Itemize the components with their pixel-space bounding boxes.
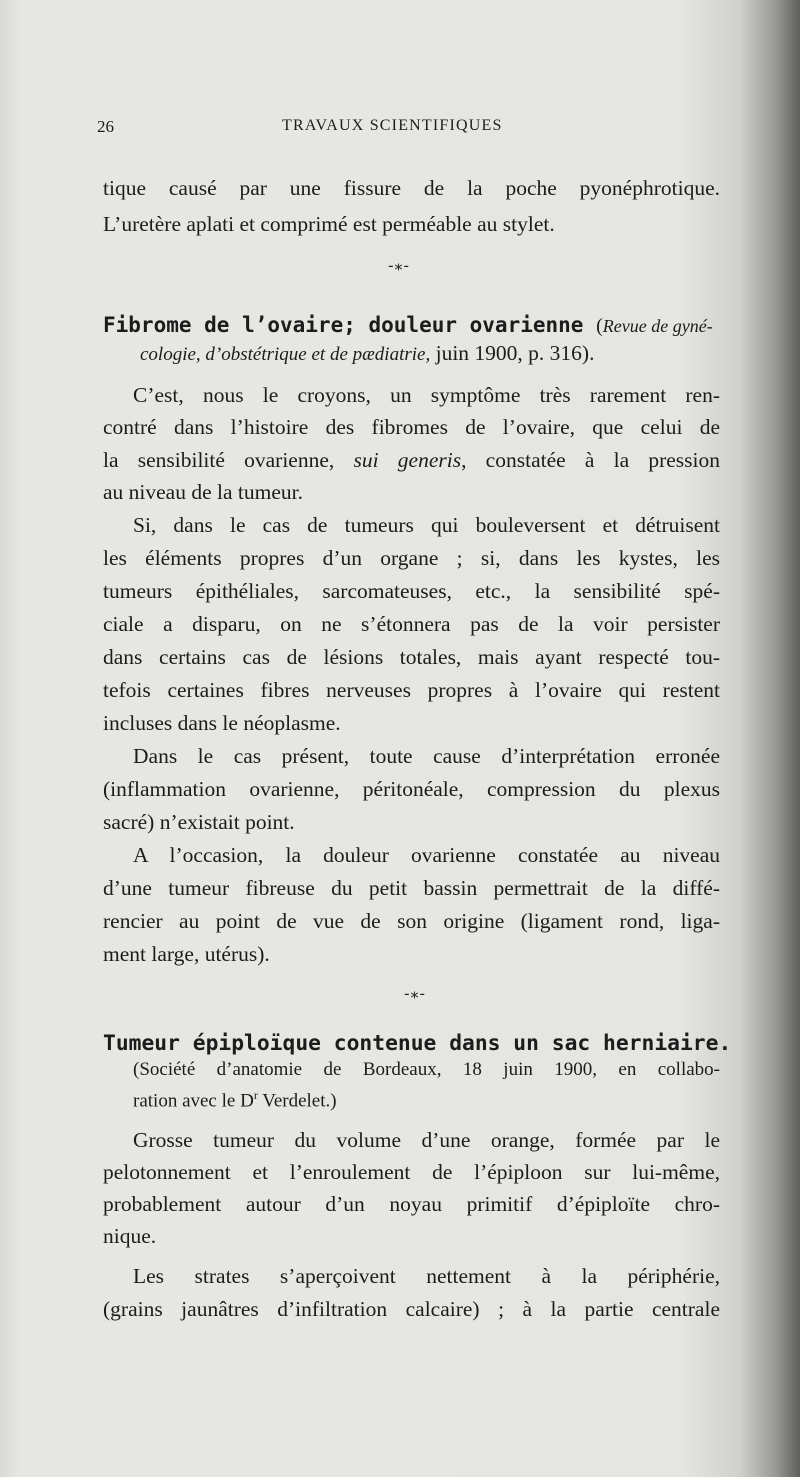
paragraph-line: au niveau de la tumeur. (103, 480, 303, 504)
running-head (0, 117, 800, 141)
paragraph-line: (inflammation ovarienne, péritonéale, compression du plexus (103, 777, 720, 801)
paragraph-line: ment large, utérus). (103, 942, 270, 966)
paragraph-line: tefois certaines fibres nerveuses propres à l’ovaire qui restent (103, 678, 720, 702)
paragraph-line: la sensibilité ovarienne, sui generis, constatée à la pression (103, 448, 721, 472)
paragraph-line: Si, dans le cas de tumeurs qui bouleversent et détruisent (133, 513, 720, 537)
section-title: Fibrome de l’ovaire; douleur ovarienne (103, 313, 584, 337)
paragraph-line: (grains jaunâtres d’infiltration calcaire) ; à la partie centrale (103, 1297, 720, 1321)
society-reference: (Société d’anatomie de Bordeaux, 18 juin 1900, en collabo- (133, 1059, 720, 1080)
page-number: 26 (97, 117, 114, 136)
section-separator: -⁎- (404, 985, 426, 1002)
paragraph-line: ciale a disparu, on ne s’étonnera pas de la voir persister (103, 612, 720, 636)
paragraph-line: nique. (103, 1224, 157, 1248)
paragraph-line: incluses dans le néoplasme. (103, 711, 341, 735)
paragraph-line: C’est, nous le croyons, un symptôme très rarement ren- (133, 383, 720, 407)
section-heading-tumeur: Tumeur épiploïque contenue dans un sac herniaire. (103, 1031, 732, 1056)
paragraph-line: probablement autour d’un noyau primitif d’épiploïte chro- (103, 1192, 720, 1216)
paragraph-line: rencier au point de vue de son origine (ligament rond, liga- (103, 909, 720, 933)
paragraph-line: dans certains cas de lésions totales, mais ayant respecté tou- (103, 645, 720, 669)
paragraph-line: Grosse tumeur du volume d’une orange, formée par le (133, 1128, 720, 1152)
paragraph-line: pelotonnement et l’enroulement de l’épiploon sur lui-même, (103, 1160, 720, 1184)
paragraph-line: A l’occasion, la douleur ovarienne constatée au niveau (133, 843, 720, 867)
paragraph-line: les éléments propres d’un organe ; si, dans les kystes, les (103, 546, 720, 570)
intro-line: tique causé par une fissure de la poche pyonéphrotique. (103, 176, 720, 200)
paragraph-line: d’une tumeur fibreuse du petit bassin permettrait de la diffé- (103, 876, 720, 900)
journal-reference: Revue de gyné- (602, 316, 713, 336)
paragraph-line: sacré) n’existait point. (103, 810, 295, 834)
paragraph-line: Les strates s’aperçoivent nettement à la périphérie, (133, 1264, 720, 1288)
paragraph-line: Dans le cas présent, toute cause d’interprétation erronée (133, 744, 720, 768)
running-title: TRAVAUX SCIENTIFIQUES (282, 117, 503, 134)
society-reference: ration avec le $D^r$ Verdelet.) (133, 1088, 337, 1112)
paragraph-line: contré dans l’histoire des fibromes de l’ovaire, que celui de (103, 415, 720, 439)
section-separator: -⁎- (388, 257, 410, 274)
intro-line: L’uretère aplati et comprimé est perméable au stylet. (103, 212, 555, 236)
reference-line: cologie, d’obstétrique et de pædiatrie, juin 1900, p. 316). (140, 341, 595, 365)
paragraph-line: tumeurs épithéliales, sarcomateuses, etc., la sensibilité spé- (103, 579, 720, 603)
section-heading-fibrome: Fibrome de l’ovaire; douleur ovarienne (Revue de gyné- (103, 313, 713, 337)
